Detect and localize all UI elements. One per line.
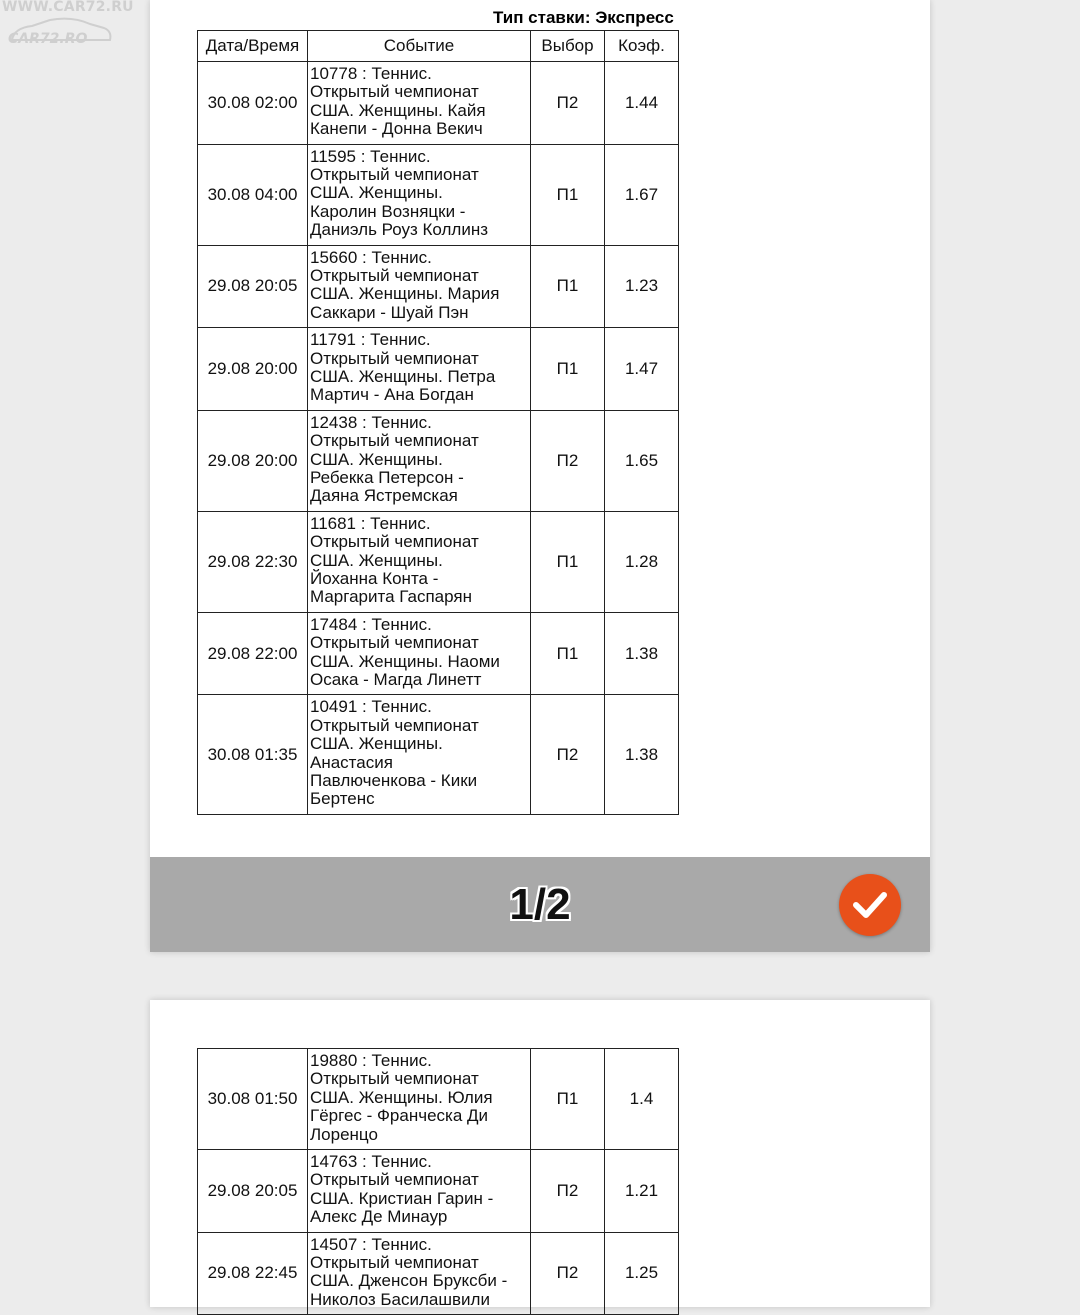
event-line: Гёргес - Франческа Ди — [310, 1106, 489, 1126]
table-row — [198, 1150, 679, 1233]
event-line: США. Женщины. Наоми — [310, 651, 500, 671]
cell-event — [308, 1049, 531, 1150]
table-row — [198, 511, 679, 612]
header-coef: Коэф. — [605, 31, 679, 62]
cell-coef: 1.65 — [605, 410, 679, 511]
cell-coef: 1.25 — [605, 1232, 679, 1315]
event-line: Каролин Возняцки - — [310, 201, 466, 221]
event-line: Павлюченкова - Кики — [310, 771, 478, 790]
event-line: 15660 : Теннис. — [310, 247, 432, 267]
event-line: США. Дженсон Бруксби - — [310, 1271, 508, 1291]
event-line: 19880 : Теннис. — [310, 1051, 432, 1070]
cell-coef: 1.28 — [605, 511, 679, 612]
event-line: Открытый чемпионат — [310, 1253, 479, 1272]
cell-date: 30.08 01:35 — [198, 695, 308, 814]
cell-coef: 1.38 — [605, 612, 679, 695]
watermark-text-1: WWW.CAR72.RU — [2, 0, 134, 15]
event-line: 10491 : Теннис. — [310, 697, 432, 717]
cell-coef: 1.44 — [605, 62, 679, 145]
event-line: Открытый чемпионат — [310, 1069, 479, 1089]
cell-date: 29.08 22:45 — [198, 1232, 308, 1315]
event-line: Открытый чемпионат — [310, 165, 479, 184]
event-line: США. Женщины. Мария — [310, 284, 500, 304]
cell-choice: П2 — [531, 410, 605, 511]
document-page-2 — [150, 1000, 930, 1307]
event-line: Осака - Магда Линетт — [310, 670, 482, 689]
confirm-button[interactable] — [839, 874, 901, 936]
table-row — [198, 144, 679, 245]
table-header-row — [198, 31, 679, 62]
cell-choice: П1 — [531, 144, 605, 245]
event-line: Бертенс — [310, 789, 375, 809]
cell-choice: П1 — [531, 328, 605, 411]
cell-choice: П2 — [531, 1232, 605, 1315]
event-line: Открытый чемпионат — [310, 82, 479, 102]
check-icon — [852, 888, 888, 922]
table-row — [198, 1049, 679, 1150]
event-line: Алекс Де Минаур — [310, 1207, 448, 1227]
event-line: США. Женщины. — [310, 734, 443, 754]
page-counter: 1/2 — [509, 880, 571, 929]
event-line: Открытый чемпионат — [310, 633, 479, 653]
table-row — [198, 328, 679, 411]
table-row — [198, 1232, 679, 1315]
watermark — [2, 0, 134, 47]
cell-coef: 1.23 — [605, 245, 679, 328]
table-row — [198, 245, 679, 328]
cell-coef: 1.47 — [605, 328, 679, 411]
table-row — [198, 410, 679, 511]
event-line: 10778 : Теннис. — [310, 64, 432, 83]
cell-date: 30.08 02:00 — [198, 62, 308, 145]
cell-date: 29.08 20:00 — [198, 410, 308, 511]
cell-date: 29.08 20:00 — [198, 328, 308, 411]
page-indicator-bar — [150, 857, 930, 952]
cell-choice: П1 — [531, 245, 605, 328]
bet-type-label: Тип ставки: Экспресс — [493, 8, 674, 27]
table-body-page-2 — [198, 1049, 679, 1315]
cell-choice: П1 — [531, 511, 605, 612]
event-line: Николоз Басилашвили — [310, 1289, 490, 1309]
event-line: Даяна Ястремская — [310, 486, 458, 506]
event-line: США. Кристиан Гарин - — [310, 1188, 494, 1208]
event-line: США. Женщины. — [310, 449, 443, 469]
event-line: США. Женщины. — [310, 550, 443, 570]
table-row — [198, 612, 679, 695]
cell-date: 30.08 01:50 — [198, 1049, 308, 1150]
event-line: Анастасия — [310, 752, 393, 772]
event-line: Мартич - Ана Богдан — [310, 385, 474, 405]
bets-table-continued — [197, 1048, 679, 1315]
event-line: 11681 : Теннис. — [310, 513, 431, 533]
cell-event — [308, 1232, 531, 1315]
cell-coef: 1.67 — [605, 144, 679, 245]
event-line: Саккари - Шуай Пэн — [310, 302, 469, 322]
event-line: 11791 : Теннис. — [310, 330, 431, 350]
event-line: Открытый чемпионат — [310, 715, 479, 735]
event-line: 11595 : Теннис. — [310, 146, 431, 166]
event-line: Открытый чемпионат — [310, 532, 479, 552]
event-line: 17484 : Теннис. — [310, 614, 432, 634]
event-line: Открытый чемпионат — [310, 266, 479, 285]
header-choice: Выбор — [531, 31, 605, 62]
header-event: Событие — [308, 31, 531, 62]
cell-choice: П2 — [531, 62, 605, 145]
event-line: США. Женщины. Юлия — [310, 1087, 493, 1107]
event-line: США. Женщины. Петра — [310, 367, 496, 386]
document-page-1 — [150, 0, 930, 952]
cell-event — [308, 328, 531, 411]
cell-event — [308, 144, 531, 245]
cell-date: 29.08 20:05 — [198, 245, 308, 328]
event-line: 12438 : Теннис. — [310, 412, 432, 432]
cell-event — [308, 245, 531, 328]
event-line: Открытый чемпионат — [310, 431, 479, 451]
table-row — [198, 695, 679, 814]
event-line: 14763 : Теннис. — [310, 1152, 432, 1171]
cell-event — [308, 612, 531, 695]
cell-event — [308, 1150, 531, 1233]
watermark-text-2: CAR72.RO — [8, 31, 88, 47]
cell-event — [308, 62, 531, 145]
event-line: Йоханна Конта - — [310, 569, 439, 588]
cell-date: 30.08 04:00 — [198, 144, 308, 245]
event-line: Открытый чемпионат — [310, 348, 479, 368]
bets-table — [197, 30, 679, 815]
event-line: 14507 : Теннис. — [310, 1234, 432, 1254]
table-row — [198, 62, 679, 145]
cell-event — [308, 511, 531, 612]
cell-coef: 1.38 — [605, 695, 679, 814]
cell-coef: 1.21 — [605, 1150, 679, 1233]
table-body-page-1 — [198, 62, 679, 815]
event-line: Открытый чемпионат — [310, 1170, 479, 1190]
event-line: Ребекка Петерсон - — [310, 468, 464, 487]
cell-coef: 1.4 — [605, 1049, 679, 1150]
cell-choice: П1 — [531, 1049, 605, 1150]
cell-choice: П2 — [531, 1150, 605, 1233]
header-date: Дата/Время — [198, 31, 308, 62]
cell-choice: П2 — [531, 695, 605, 814]
event-line: США. Женщины. — [310, 183, 443, 203]
event-line: Даниэль Роуз Коллинз — [310, 220, 489, 240]
cell-choice: П1 — [531, 612, 605, 695]
event-line: США. Женщины. Кайя — [310, 100, 486, 120]
cell-event — [308, 695, 531, 814]
cell-date: 29.08 22:30 — [198, 511, 308, 612]
event-line: Канепи - Донна Векич — [310, 119, 483, 139]
event-line: Лоренцо — [310, 1124, 378, 1144]
event-line: Маргарита Гаспарян — [310, 587, 472, 607]
cell-date: 29.08 20:05 — [198, 1150, 308, 1233]
cell-date: 29.08 22:00 — [198, 612, 308, 695]
cell-event — [308, 410, 531, 511]
